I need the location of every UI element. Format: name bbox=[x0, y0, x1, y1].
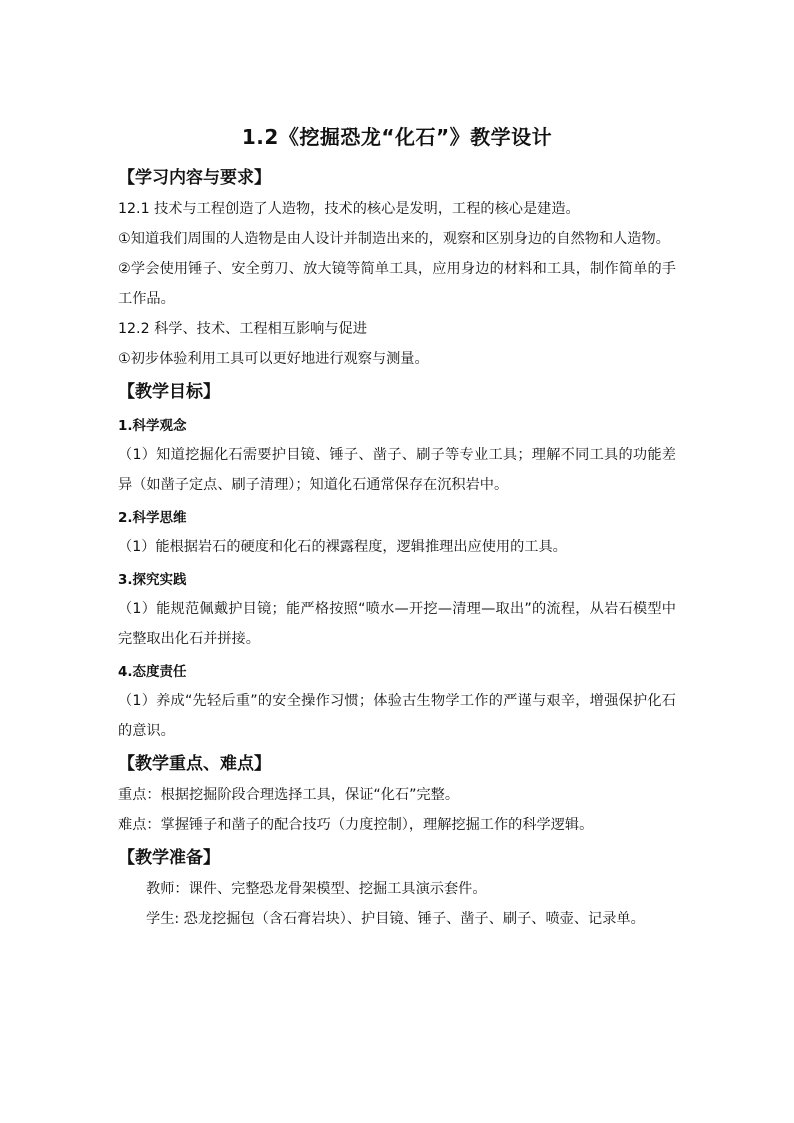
section-heading-goals: 【教学目标】 bbox=[118, 382, 220, 402]
goal-label-4: 4.态度责任 bbox=[118, 664, 187, 680]
key-point-text: 重点：根据挖掘阶段合理选择工具，保证“化石”完整。 bbox=[118, 787, 460, 803]
section-heading-requirements: 【学习内容与要求】 bbox=[118, 168, 271, 188]
goal-text-3: （1）能规范佩戴护目镜；能严格按照“喷水—开挖—清理—取出”的流程，从岩石模型中完整取出化石并拼接。 bbox=[118, 601, 676, 647]
section-heading-preparation: 【教学准备】 bbox=[118, 848, 220, 868]
requirement-line-1: 12.1 技术与工程创造了人造物，技术的核心是发明，工程的核心是建造。 bbox=[118, 201, 580, 217]
requirement-line-3: ②学会使用锤子、安全剪刀、放大镜等简单工具，应用身边的材料和工具，制作简单的手工作品。 bbox=[118, 261, 676, 307]
goal-label-3: 3.探究实践 bbox=[118, 572, 187, 588]
goal-text-4: （1）养成“先轻后重”的安全操作习惯；体验古生物学工作的严谨与艰辛，增强保护化石的意识。 bbox=[118, 693, 676, 739]
goal-label-1: 1.科学观念 bbox=[118, 418, 187, 434]
difficult-point-text: 难点：掌握锤子和凿子的配合技巧（力度控制），理解挖掘工作的科学逻辑。 bbox=[118, 817, 594, 833]
student-preparation-text: 学生: 恐龙挖掘包（含石膏岩块）、护目镜、锤子、凿子、刷子、喷壶、记录单。 bbox=[146, 911, 645, 927]
goal-text-1: （1）知道挖掘化石需要护目镜、锤子、凿子、刷子等专业工具；理解不同工具的功能差异（如凿子定点、刷子清理）；知道化石通常保存在沉积岩中。 bbox=[118, 447, 676, 493]
section-heading-keypoints: 【教学重点、难点】 bbox=[118, 754, 271, 774]
document-title: 1.2《挖掘恐龙“化石”》教学设计 bbox=[241, 125, 553, 149]
goal-text-2: （1）能根据岩石的硬度和化石的裸露程度，逻辑推理出应使用的工具。 bbox=[118, 539, 567, 555]
teacher-preparation-text: 教师：课件、完整恐龙骨架模型、挖掘工具演示套件。 bbox=[146, 881, 487, 897]
requirement-line-5: ①初步体验利用工具可以更好地进行观察与测量。 bbox=[118, 351, 429, 367]
document-body bbox=[118, 160, 676, 934]
goal-label-2: 2.科学思维 bbox=[118, 510, 187, 526]
requirement-line-2: ①知道我们周围的人造物是由人设计并制造出来的，观察和区别身边的自然物和人造物。 bbox=[118, 231, 670, 247]
requirement-line-4: 12.2 科学、技术、工程相互影响与促进 bbox=[118, 321, 367, 337]
